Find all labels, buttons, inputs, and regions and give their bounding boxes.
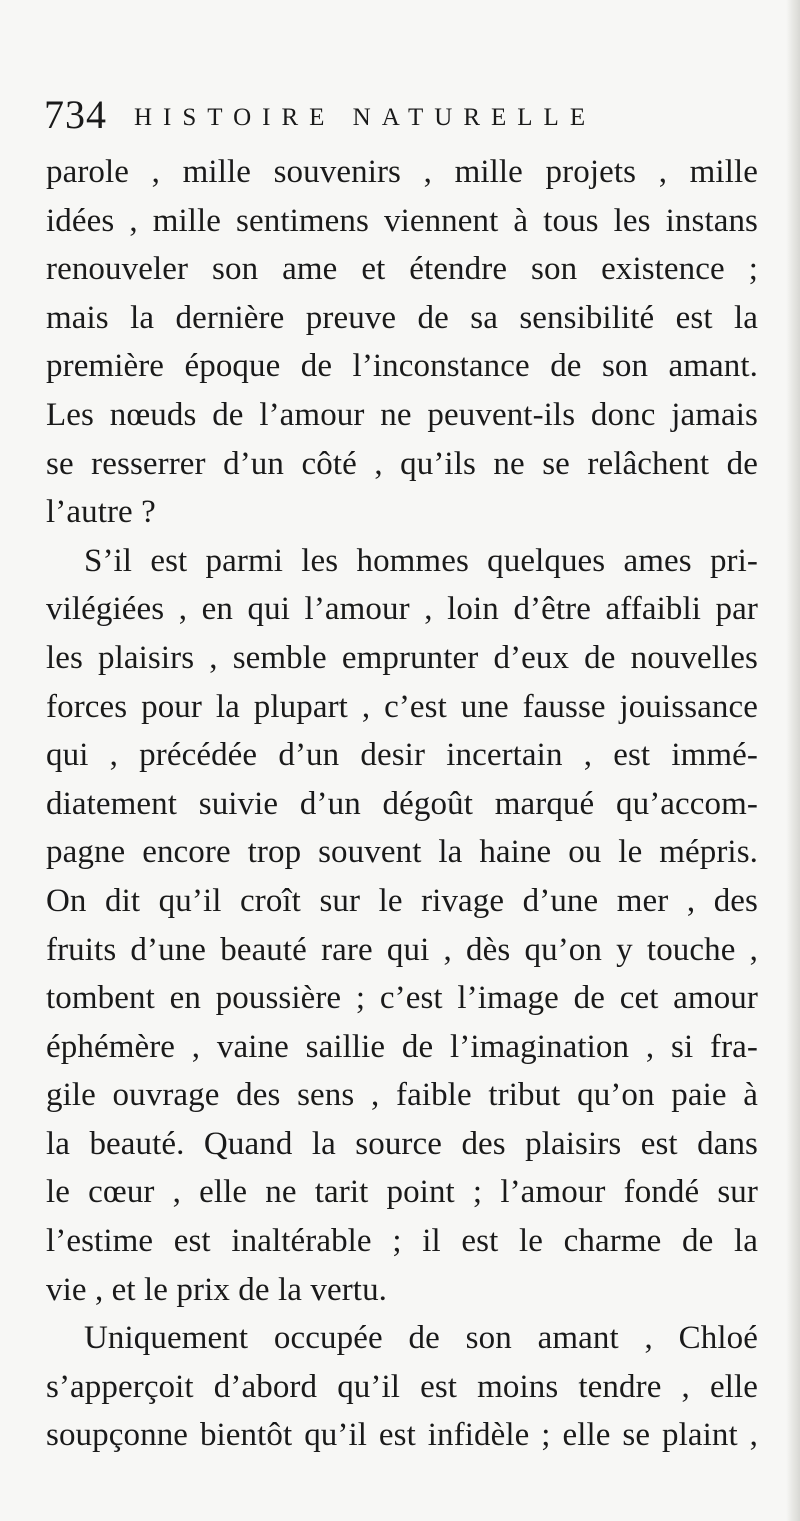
text-line: On dit qu’il croît sur le rivage d’une mer , des	[46, 882, 758, 919]
text-line: l’autre ?	[46, 494, 156, 531]
text-line: se resserrer d’un côté , qu’ils ne se relâchent de	[46, 445, 758, 482]
text-line: fruits d’une beauté rare qui , dès qu’on y touche ,	[46, 931, 758, 968]
text-line: s’apperçoit d’abord qu’il est moins tendre , elle	[46, 1368, 758, 1405]
text-line: l’estime est inaltérable ; il est le charme de la	[46, 1223, 758, 1260]
text-line: la beauté. Quand la source des plaisirs est dans	[46, 1125, 758, 1162]
running-title: HISTOIRE NATURELLE	[134, 104, 597, 131]
text-line: renouveler son ame et étendre son existence ;	[46, 251, 758, 288]
text-line: Les nœuds de l’amour ne peuvent-ils donc jamais	[46, 396, 758, 433]
text-line: forces pour la plupart , c’est une fausse jouissance	[46, 688, 758, 725]
text-line: vie , et le prix de la vertu.	[46, 1271, 388, 1308]
text-line: les plaisirs , semble emprunter d’eux de nouvelles	[46, 639, 758, 676]
text-line: gile ouvrage des sens , faible tribut qu’on paie à	[46, 1077, 758, 1114]
text-line: idées , mille sentimens viennent à tous les instans	[46, 202, 758, 239]
body-text	[46, 148, 758, 1460]
text-line: tombent en poussière ; c’est l’image de cet amour	[46, 980, 758, 1017]
page-edge	[786, 0, 800, 1521]
text-line: le cœur , elle ne tarit point ; l’amour fondé sur	[46, 1174, 758, 1211]
text-line: vilégiées , en qui l’amour , loin d’être affaibli par	[46, 591, 758, 628]
page-header	[44, 92, 756, 138]
text-line: parole , mille souvenirs , mille projets , mille	[46, 154, 758, 190]
text-line: mais la dernière preuve de sa sensibilité est la	[46, 299, 758, 336]
text-line: soupçonne bientôt qu’il est infidèle ; elle se plaint ,	[46, 1417, 758, 1454]
page-number: 734	[44, 92, 107, 137]
text-line: S’il est parmi les hommes quelques ames pri-	[84, 542, 758, 579]
text-line: diatement suivie d’un dégoût marqué qu’accom-	[46, 785, 758, 822]
text-line: pagne encore trop souvent la haine ou le mépris.	[46, 834, 758, 871]
text-line: première époque de l’inconstance de son amant.	[46, 348, 758, 385]
text-line: éphémère , vaine saillie de l’imagination , si fra-	[46, 1028, 758, 1065]
text-line: Uniquement occupée de son amant , Chloé	[84, 1320, 758, 1357]
text-line: qui , précédée d’un desir incertain , est immé-	[46, 737, 758, 774]
